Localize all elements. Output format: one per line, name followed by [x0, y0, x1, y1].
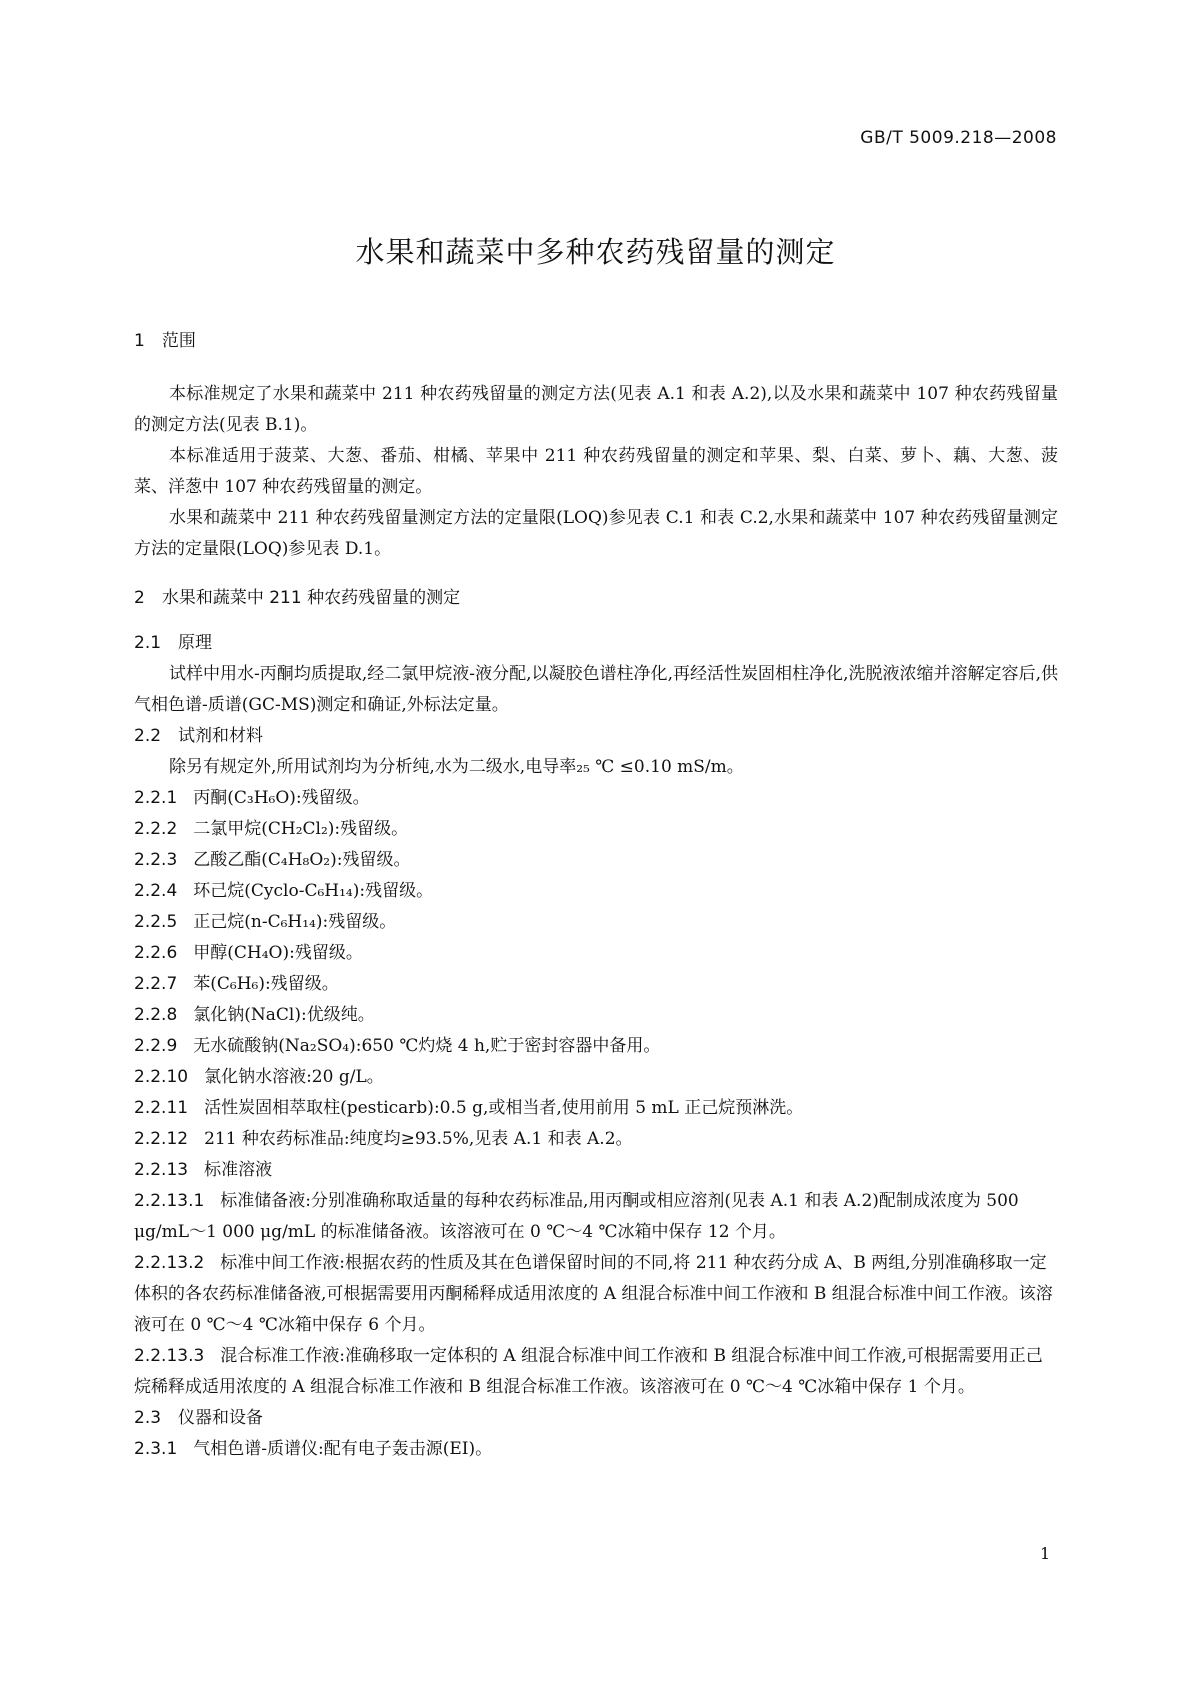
reagent-item — [134, 1093, 1058, 1124]
document-title: 水果和蔬菜中多种农药残留量的测定 — [355, 235, 836, 269]
item-text: 标准储备液:分别准确称取适量的每种农药标准品,用丙酮或相应溶剂(见表 A.1 和表 A.2)配制成浓度为 500 μg/mL～1 000 μg/mL 的标准储备液。该溶液可在 0 ℃～4 ℃冰箱中保存 12 个月。 — [134, 1191, 1019, 1242]
equipment-item — [134, 1434, 1058, 1465]
section-1-paragraph: 本标准规定了水果和蔬菜中 211 种农药残留量的测定方法(见表 A.1 和表 A.2),以及水果和蔬菜中 107 种农药残留量的测定方法(见表 B.1)。 — [134, 384, 1058, 435]
document-body — [134, 326, 1058, 1465]
item-text: 混合标准工作液:准确移取一定体积的 A 组混合标准中间工作液和 B 组混合标准中间工作液,可根据需要用正己烷稀释成适用浓度的 A 组混合标准工作液和 B 组混合标准工作液。该溶液可在 0 ℃～4 ℃冰箱中保存 1 个月。 — [134, 1346, 1043, 1397]
item-text: 丙酮(C₃H₆O):残留级。 — [193, 788, 370, 808]
item-text: 氯化钠水溶液:20 g/L。 — [204, 1067, 384, 1087]
item-text: 苯(C₆H₆):残留级。 — [193, 974, 339, 994]
item-number: 2.2.8 — [134, 1005, 178, 1025]
reagent-item — [134, 1062, 1058, 1093]
item-text: 标准中间工作液:根据农药的性质及其在色谱保留时间的不同,将 211 种农药分成 A、B 两组,分别准确移取一定体积的各农药标准储备液,可根据需要用丙酮稀释成适用浓度的 A 组混合标准中间工作液和 B 组混合标准中间工作液。该溶液可在 0 ℃～4 ℃冰箱中保存 6 个月。 — [134, 1253, 1053, 1335]
reagent-item — [134, 845, 1058, 876]
item-text: 乙酸乙酯(C₄H₈O₂):残留级。 — [193, 850, 411, 870]
reagent-item — [134, 876, 1058, 907]
item-text: 氯化钠(NaCl):优级纯。 — [193, 1005, 375, 1025]
reagent-item — [134, 1124, 1058, 1155]
standard-solution-item — [134, 1248, 1058, 1341]
item-number: 2.2.1 — [134, 788, 178, 808]
item-number: 2.2.13.1 — [134, 1191, 205, 1211]
reagent-item — [134, 783, 1058, 814]
item-number: 2.2.6 — [134, 943, 178, 963]
standard-code: GB/T 5009.218—2008 — [860, 128, 1057, 148]
reagent-item — [134, 1155, 1058, 1186]
section-1-paragraph: 水果和蔬菜中 211 种农药残留量测定方法的定量限(LOQ)参见表 C.1 和表 C.2,水果和蔬菜中 107 种农药残留量测定方法的定量限(LOQ)参见表 D.1。 — [134, 508, 1058, 559]
reagent-item — [134, 1031, 1058, 1062]
item-text: 无水硫酸钠(Na₂SO₄):650 ℃灼烧 4 h,贮于密封容器中备用。 — [193, 1036, 661, 1056]
reagent-list — [134, 783, 1058, 1186]
item-number: 2.2.12 — [134, 1129, 189, 1149]
item-number: 2.2.10 — [134, 1067, 189, 1087]
item-number: 2.2.11 — [134, 1098, 189, 1118]
item-number: 2.2.9 — [134, 1036, 178, 1056]
item-number: 2.2.2 — [134, 819, 178, 839]
item-number: 2.3.1 — [134, 1439, 178, 1459]
item-text: 甲醇(CH₄O):残留级。 — [193, 943, 363, 963]
item-text: 211 种农药标准品:纯度均≥93.5%,见表 A.1 和表 A.2。 — [204, 1129, 633, 1149]
item-text: 环己烷(Cyclo-C₆H₁₄):残留级。 — [193, 881, 434, 901]
reagent-item — [134, 814, 1058, 845]
item-text: 活性炭固相萃取柱(pesticarb):0.5 g,或相当者,使用前用 5 mL 正己烷预淋洗。 — [204, 1098, 804, 1118]
item-text: 二氯甲烷(CH₂Cl₂):残留级。 — [193, 819, 409, 839]
item-number: 2.2.4 — [134, 881, 178, 901]
standard-solution-item — [134, 1341, 1058, 1403]
section-2-2-heading: 2.2 试剂和材料 — [134, 726, 264, 746]
reagent-item — [134, 907, 1058, 938]
item-number: 2.2.7 — [134, 974, 178, 994]
item-number: 2.2.5 — [134, 912, 178, 932]
page-number: 1 — [1040, 1544, 1051, 1563]
standard-solution-list — [134, 1186, 1058, 1403]
item-number: 2.2.3 — [134, 850, 178, 870]
standard-solution-item — [134, 1186, 1058, 1248]
section-2-3-heading: 2.3 仪器和设备 — [134, 1408, 264, 1428]
section-2-1-text: 试样中用水-丙酮均质提取,经二氯甲烷液-液分配,以凝胶色谱柱净化,再经活性炭固相柱净化,洗脱液浓缩并溶解定容后,供气相色谱-质谱(GC-MS)测定和确证,外标法定量。 — [134, 664, 1058, 715]
item-text: 正己烷(n-C₆H₁₄):残留级。 — [193, 912, 397, 932]
section-2-1-heading: 2.1 原理 — [134, 633, 213, 653]
section-2-2-text: 除另有规定外,所用试剂均为分析纯,水为二级水,电导率₂₅ ℃ ≤0.10 mS/m。 — [169, 757, 744, 777]
reagent-item — [134, 938, 1058, 969]
item-number: 2.2.13.2 — [134, 1253, 205, 1273]
section-2-heading: 2 水果和蔬菜中 211 种农药残留量的测定 — [134, 588, 461, 608]
item-text: 标准溶液 — [204, 1160, 273, 1180]
item-number: 2.2.13.3 — [134, 1346, 205, 1366]
reagent-item — [134, 1000, 1058, 1031]
section-1-paragraph: 本标准适用于菠菜、大葱、番茄、柑橘、苹果中 211 种农药残留量的测定和苹果、梨、白菜、萝卜、藕、大葱、菠菜、洋葱中 107 种农药残留量的测定。 — [134, 446, 1058, 497]
item-number: 2.2.13 — [134, 1160, 189, 1180]
item-text: 气相色谱-质谱仪:配有电子轰击源(EI)。 — [193, 1439, 493, 1459]
reagent-item — [134, 969, 1058, 1000]
section-1-heading: 1 范围 — [134, 331, 196, 351]
